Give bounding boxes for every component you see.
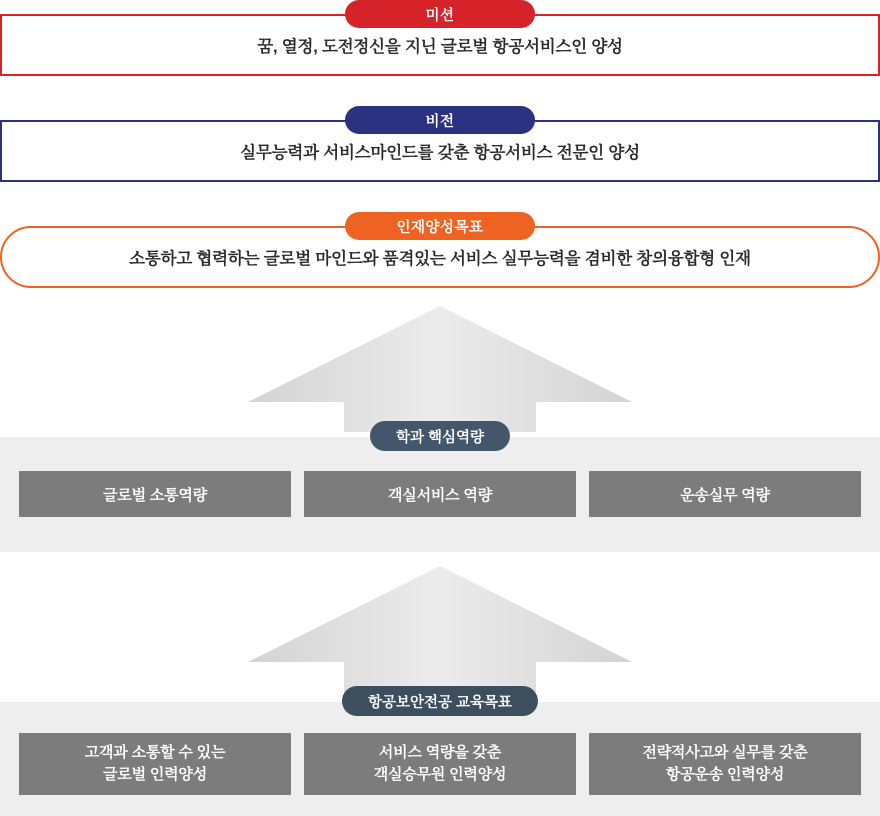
vision-text: 실무능력과 서비스마인드를 갖춘 항공서비스 전문인 양성 <box>240 144 640 162</box>
education-objective-card-line2: 글로벌 인력양성 <box>102 766 207 783</box>
core-competency-tag: 학과 핵심역량 <box>370 421 510 451</box>
core-competency-card <box>589 471 861 517</box>
core-competency-panel <box>0 429 880 552</box>
education-objective-card <box>304 733 576 795</box>
education-objective-card <box>589 733 861 795</box>
education-objective-card <box>19 733 291 795</box>
up-arrow-icon-2 <box>0 566 880 692</box>
education-objective-card-line1: 전략적사고와 실무를 갖춘 <box>642 744 808 762</box>
education-objective-card-list <box>19 733 861 795</box>
core-competency-card <box>19 471 291 517</box>
education-objective-card-line1: 고객과 소통할 수 있는 <box>84 744 226 762</box>
core-competency-card-label: 객실서비스 역량 <box>388 486 492 504</box>
vision-block <box>0 106 880 202</box>
mission-tag: 미션 <box>345 0 535 28</box>
talent-goal-text: 소통하고 협력하는 글로벌 마인드와 품격있는 서비스 실무능력을 겸비한 창의융합형 인재 <box>129 250 751 268</box>
talent-goal-block <box>0 212 880 308</box>
up-arrow-icon-1 <box>0 306 880 432</box>
vision-tag: 비전 <box>345 106 535 134</box>
education-objective-tag: 항공보안전공 교육목표 <box>342 686 538 716</box>
education-objective-card-line1: 서비스 역량을 갖춘 <box>378 744 502 762</box>
core-competency-card-label: 운송실무 역량 <box>680 486 770 504</box>
mission-block <box>0 0 880 96</box>
talent-goal-tag: 인재양성목표 <box>345 212 535 240</box>
education-objective-panel <box>0 694 880 816</box>
mission-text: 꿈, 열정, 도전정신을 지닌 글로벌 항공서비스인 양성 <box>257 38 623 56</box>
core-competency-card-list <box>19 471 861 517</box>
education-objective-card-line2: 항공운송 인력양성 <box>665 766 785 783</box>
core-competency-card <box>304 471 576 517</box>
education-objective-card-line2: 객실승무원 인력양성 <box>373 766 507 783</box>
core-competency-card-label: 글로벌 소통역량 <box>103 486 207 504</box>
